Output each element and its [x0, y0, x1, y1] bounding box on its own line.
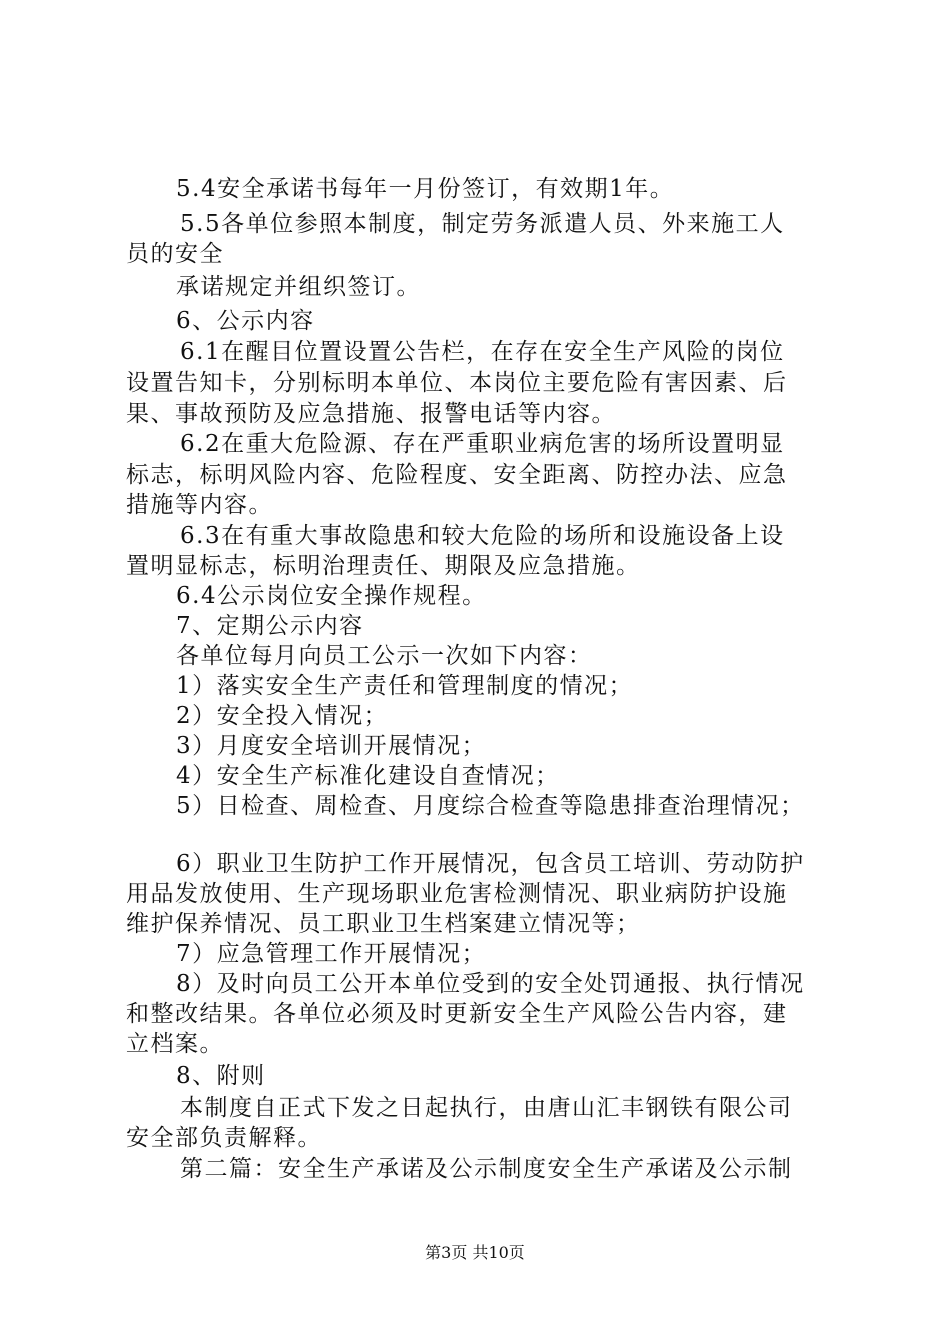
- list-item: 2）安全投入情况；: [176, 703, 389, 729]
- list-item: 1）落实安全生产责任和管理制度的情况；: [176, 673, 634, 699]
- list-item: 5）日检查、周检查、月度综合检查等隐患排查治理情况；: [176, 793, 805, 819]
- text-line: 6.2在重大危险源、存在严重职业病危害的场所设置明显: [180, 431, 785, 457]
- text-line: 6.1在醒目位置设置公告栏，在存在安全生产风险的岗位: [180, 339, 785, 365]
- text-line: 设置告知卡，分别标明本单位、本岗位主要危险有害因素、后: [126, 370, 788, 396]
- text-line: 5.4安全承诺书每年一月份签订，有效期1年。: [176, 176, 675, 202]
- list-item: 6）职业卫生防护工作开展情况，包含员工培训、劳动防护: [176, 851, 805, 877]
- list-item: 3）月度安全培训开展情况；: [176, 733, 487, 759]
- text-line: 立档案。: [126, 1031, 224, 1057]
- text-line: 6.4公示岗位安全操作规程。: [176, 583, 487, 609]
- text-line: 措施等内容。: [126, 492, 273, 518]
- text-line: 标志，标明风险内容、危险程度、安全距离、防控办法、应急: [126, 462, 788, 488]
- text-line: 6.3在有重大事故隐患和较大危险的场所和设施设备上设: [180, 523, 785, 549]
- page-number-footer: 第3页 共10页: [425, 1243, 525, 1262]
- section-heading: 7、定期公示内容: [176, 613, 364, 639]
- text-line: 置明显标志，标明治理责任、期限及应急措施。: [126, 553, 641, 579]
- text-line: 维护保养情况、员工职业卫生档案建立情况等；: [126, 911, 641, 937]
- section-heading: 8、附则: [176, 1063, 266, 1089]
- list-item: 4）安全生产标准化建设自查情况；: [176, 763, 560, 789]
- list-item: 8）及时向员工公开本单位受到的安全处罚通报、执行情况: [176, 971, 805, 997]
- section-heading: 6、公示内容: [176, 308, 315, 334]
- text-line: 安全部负责解释。: [126, 1125, 322, 1151]
- text-line: 用品发放使用、生产现场职业危害检测情况、职业病防护设施: [126, 881, 788, 907]
- text-line: 和整改结果。各单位必须及时更新安全生产风险公告内容，建: [126, 1001, 788, 1027]
- text-line: 果、事故预防及应急措施、报警电话等内容。: [126, 401, 616, 427]
- text-line: 第二篇：安全生产承诺及公示制度安全生产承诺及公示制: [180, 1156, 793, 1182]
- text-line: 承诺规定并组织签订。: [176, 274, 421, 300]
- text-line: 5.5各单位参照本制度，制定劳务派遣人员、外来施工人: [180, 211, 785, 237]
- list-item: 7）应急管理工作开展情况；: [176, 941, 487, 967]
- text-line: 员的安全: [126, 241, 224, 267]
- text-line: 各单位每月向员工公示一次如下内容：: [176, 643, 593, 669]
- text-line: 本制度自正式下发之日起执行，由唐山汇丰钢铁有限公司: [180, 1095, 793, 1121]
